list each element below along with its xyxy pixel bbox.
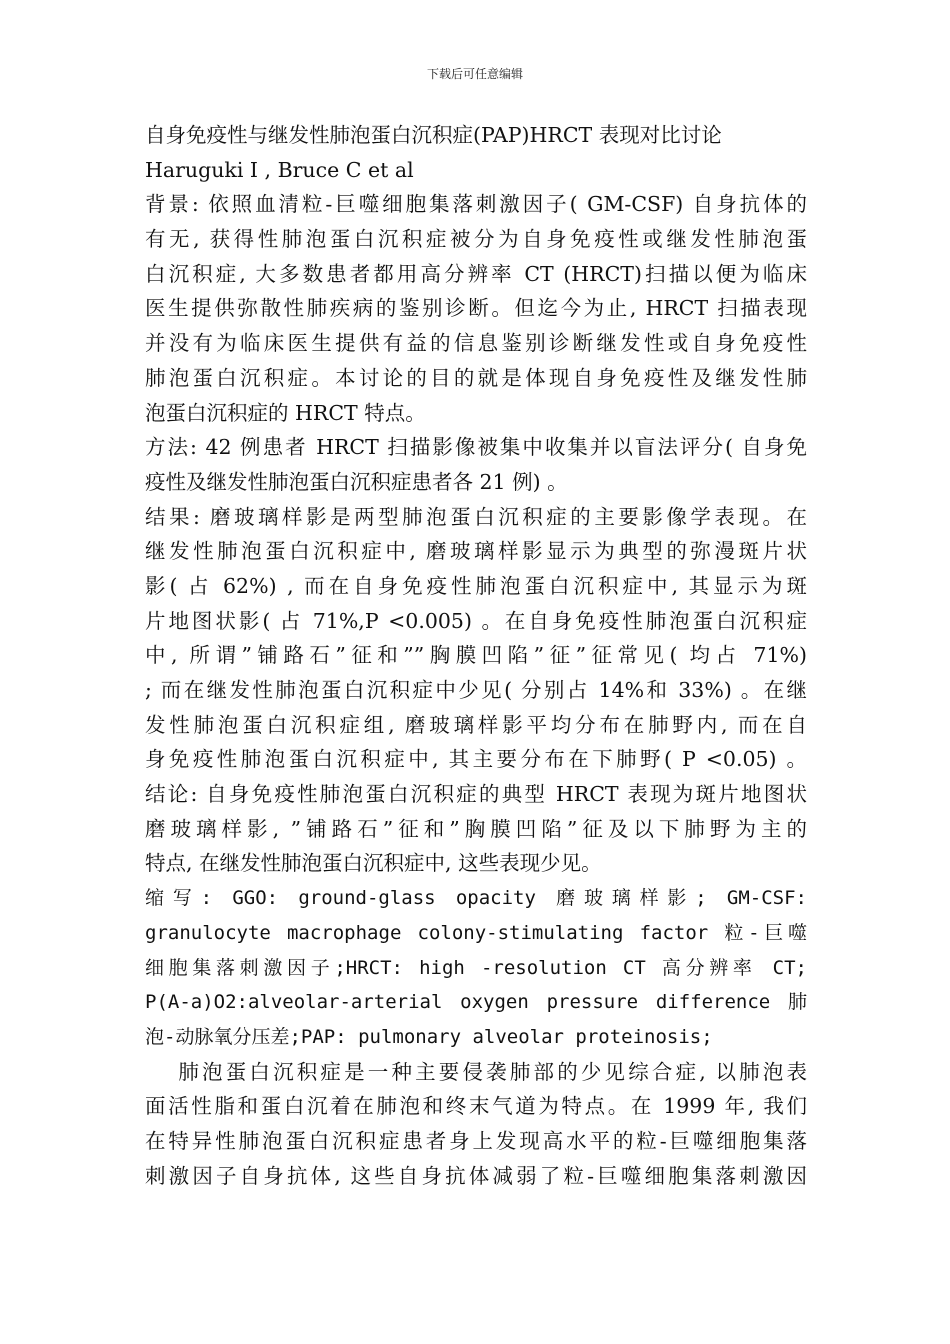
text-line: 肺泡蛋白沉积症。本讨论的目的就是体现自身免疫性及继发性肺 — [145, 365, 807, 390]
page-header: 下载后可任意编辑 — [426, 67, 523, 81]
text-line: 缩写: GGO: ground-glass opacity 磨玻璃样影; GM-CSF: — [145, 887, 807, 910]
text-line: 细胞集落刺激因子;HRCT: high -resolution CT 高分辨率 CT; — [145, 956, 807, 979]
text-line: ; 而在继发性肺泡蛋白沉积症中少见( 分别占 14%和 33%) 。在继 — [145, 678, 807, 702]
text-line: 医生提供弥散性肺疾病的鉴别诊断。但迄今为止, HRCT 扫描表现 — [145, 296, 807, 321]
document-body — [145, 118, 807, 1193]
text-line: 身免疫性肺泡蛋白沉积症中, 其主要分布在下肺野( P <0.05) 。 — [145, 747, 807, 772]
text-line: 白沉积症, 大多数患者都用高分辨率 CT (HRCT)扫描以便为临床 — [145, 261, 807, 286]
text-line: 在特异性肺泡蛋白沉积症患者身上发现高水平的粒-巨噬细胞集落 — [145, 1128, 807, 1153]
text-line: 影( 占 62%) , 而在自身免疫性肺泡蛋白沉积症中, 其显示为斑 — [145, 573, 807, 598]
text-line: 方法: 42 例患者 HRCT 扫描影像被集中收集并以盲法评分( 自身免 — [145, 435, 807, 460]
text-line: 磨玻璃样影, ”铺路石”征和”胸膜凹陷”征及以下肺野为主的 — [145, 816, 807, 841]
text-line: 面活性脂和蛋白沉着在肺泡和终末气道为特点。在 1999 年, 我们 — [145, 1094, 807, 1119]
text-line: 刺激因子自身抗体, 这些自身抗体减弱了粒-巨噬细胞集落刺激因 — [145, 1163, 807, 1188]
text-line: Haruguki I , Bruce C et al — [145, 157, 414, 182]
text-line: 泡-动脉氧分压差;PAP: pulmonary alveolar proteinosis; — [145, 1025, 713, 1048]
text-line: 发性肺泡蛋白沉积症组, 磨玻璃样影平均分布在肺野内, 而在自 — [145, 712, 807, 737]
text-line: granulocyte macrophage colony-stimulating factor 粒-巨噬 — [145, 921, 807, 944]
text-line: 并没有为临床医生提供有益的信息鉴别诊断继发性或自身免疫性 — [145, 331, 807, 356]
text-line: 自身免疫性与继发性肺泡蛋白沉积症(PAP)HRCT 表现对比讨论 — [145, 123, 722, 147]
text-line: 泡蛋白沉积症的 HRCT 特点。 — [145, 400, 426, 425]
text-line: 特点, 在继发性肺泡蛋白沉积症中, 这些表现少见。 — [145, 851, 602, 876]
text-line: 有无, 获得性肺泡蛋白沉积症被分为自身免疫性或继发性肺泡蛋 — [145, 227, 807, 252]
text-line: 疫性及继发性肺泡蛋白沉积症患者各 21 例) 。 — [145, 469, 568, 494]
text-line: 中, 所谓”铺路石”征和””胸膜凹陷”征”征常见( 均占 71%) — [145, 643, 807, 668]
text-line: 背景: 依照血清粒-巨噬细胞集落刺激因子( GM-CSF) 自身抗体的 — [145, 192, 807, 217]
text-line: 肺泡蛋白沉积症是一种主要侵袭肺部的少见综合症, 以肺泡表 — [145, 1059, 807, 1084]
text-line: 继发性肺泡蛋白沉积症中, 磨玻璃样影显示为典型的弥漫斑片状 — [145, 539, 807, 564]
text-line: 结果: 磨玻璃样影是两型肺泡蛋白沉积症的主要影像学表现。在 — [145, 504, 807, 529]
text-line: 结论: 自身免疫性肺泡蛋白沉积症的典型 HRCT 表现为斑片地图状 — [145, 782, 807, 807]
text-line: 片地图状影( 占 71%,P <0.005) 。在自身免疫性肺泡蛋白沉积症 — [145, 608, 807, 633]
text-line: P(A-a)O2:alveolar-arterial oxygen pressure difference 肺 — [145, 991, 807, 1014]
